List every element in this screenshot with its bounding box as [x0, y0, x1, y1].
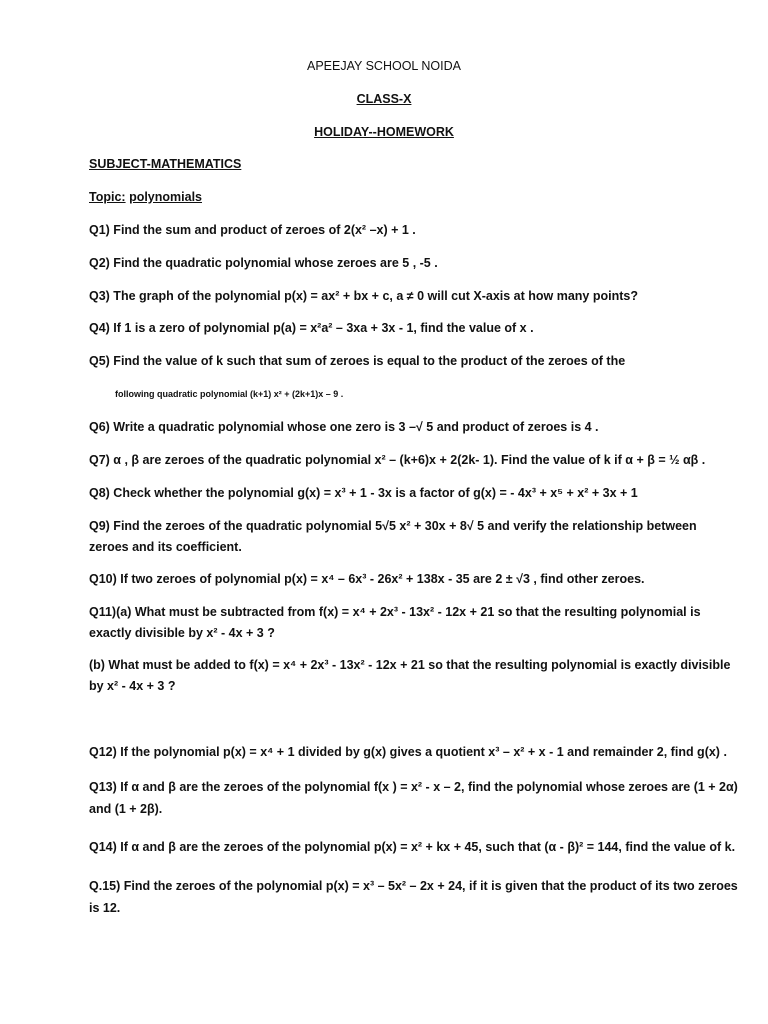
- class-heading: CLASS-X: [356, 92, 412, 106]
- school-name: APEEJAY SCHOOL NOIDA: [307, 59, 461, 73]
- question-6: Q6) Write a quadratic polynomial whose one zero is 3 –√ 5 and product of zeroes is 4 .: [89, 420, 599, 434]
- question-3: Q3) The graph of the polynomial p(x) = ax² + bx + c, a ≠ 0 will cut X-axis at how many points?: [89, 289, 638, 303]
- question-9-line-2: zeroes and its coefficient.: [89, 540, 242, 554]
- question-9-line-1: Q9) Find the zeroes of the quadratic polynomial 5√5 x² + 30x + 8√ 5 and verify the relationship between: [89, 519, 697, 533]
- question-11a-line-2: exactly divisible by x² - 4x + 3 ?: [89, 626, 275, 640]
- homework-title: HOLIDAY--HOMEWORK: [314, 125, 454, 139]
- question-5-line-2: following quadratic polynomial (k+1) x² + (2k+1)x – 9 .: [115, 389, 344, 399]
- question-5-line-1: Q5) Find the value of k such that sum of zeroes is equal to the product of the zeroes of the: [89, 354, 626, 368]
- topic-value: polynomials: [129, 190, 202, 204]
- question-15-line-2: is 12.: [89, 901, 121, 915]
- question-11b-line-1: (b) What must be added to f(x) = x⁴ + 2x³ - 13x² - 12x + 21 so that the resulting polynomial is exactly divisible: [89, 658, 731, 672]
- question-12: Q12) If the polynomial p(x) = x⁴ + 1 divided by g(x) gives a quotient x³ – x² + x - 1 and remainder 2, find g(x) .: [89, 745, 727, 759]
- question-4: Q4) If 1 is a zero of polynomial p(a) = x²a² – 3xa + 3x - 1, find the value of x .: [89, 321, 534, 335]
- question-13-line-2: and (1 + 2β).: [89, 802, 163, 816]
- question-8: Q8) Check whether the polynomial g(x) = x³ + 1 - 3x is a factor of g(x) = - 4x³ + x⁵ + x² + 3x + 1: [89, 486, 638, 500]
- question-2: Q2) Find the quadratic polynomial whose zeroes are 5 , -5 .: [89, 256, 438, 270]
- subject-heading: SUBJECT-MATHEMATICS: [89, 157, 242, 171]
- question-14: Q14) If α and β are the zeroes of the polynomial p(x) = x² + kx + 45, such that (α - β)² = 144, find the value of k.: [89, 840, 736, 854]
- topic-line: [89, 187, 729, 208]
- question-11a-line-1: Q11)(a) What must be subtracted from f(x) = x⁴ + 2x³ - 13x² - 12x + 21 so that the resulting polynomial is: [89, 605, 701, 619]
- question-10: Q10) If two zeroes of polynomial p(x) = x⁴ – 6x³ - 26x² + 138x - 35 are 2 ± √3 , find other zeroes.: [89, 572, 645, 586]
- question-7: Q7) α , β are zeroes of the quadratic polynomial x² – (k+6)x + 2(2k- 1). Find the value of k if α + β = ½ αβ .: [89, 453, 706, 467]
- question-1: Q1) Find the sum and product of zeroes of 2(x² –x) + 1 .: [89, 223, 416, 237]
- question-13-line-1: Q13) If α and β are the zeroes of the polynomial f(x ) = x² - x – 2, find the polynomial whose zeroes are (1 + 2α): [89, 780, 738, 794]
- question-15-line-1: Q.15) Find the zeroes of the polynomial p(x) = x³ – 5x² – 2x + 24, if it is given that the product of its two zeroes: [89, 879, 738, 893]
- question-11b-line-2: by x² - 4x + 3 ?: [89, 679, 176, 693]
- topic-label: Topic:: [89, 190, 126, 204]
